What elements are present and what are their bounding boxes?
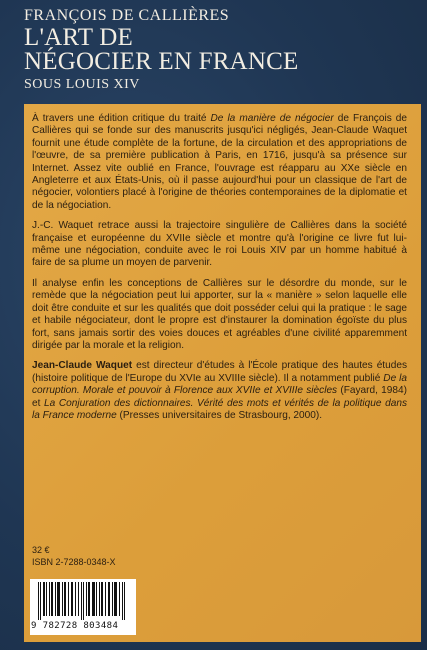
price-isbn [32,544,116,568]
blurb-paragraph-2: J.-C. Waquet retrace aussi la trajectoire singulière de Callières dans la société française et européenne du XVIIe siècle et montre qu'à l'origine ce livre fut lui-même une négociation, conduite avec le roi Louis XIV par un homme habitué à faire de sa plume un moyen de parvenir. [32,220,407,269]
cover-header [24,6,298,94]
bio-author-name: Jean-Claude Waquet [32,360,133,372]
price: 32 € [32,545,50,555]
century: XXe [340,162,360,174]
barcode-icon [38,582,128,620]
back-cover-panel [24,104,421,642]
book-title-line-1: L'ART DE [24,24,133,51]
century: XVIIe [165,232,191,244]
treatise-title: De la manière de négocier [210,113,334,124]
book-title-line-2: NÉGOCIER EN FRANCE [24,48,299,75]
book-title-conjuration: La Conjuration des dictionnaires. Vérité des mots et vérités de la politique dans la France moderne [32,397,407,421]
author-bio: Jean-Claude Waquet est directeur d'études à l'École pratique des hautes études (histoire politique de l'Europe du XVIe au XVIIIe siècle). Il a notamment publié De la corruption. Morale et pouvoir à Florence aux XVIIe et XVIIIe siècles (Fayard, 1984) et La Conjuration des dictionnaires. Vérité des mots et vérités de la politique dans la France moderne (Presses universitaires de Strasbourg, 2000). [32,360,407,421]
barcode [30,579,136,635]
author-name: FRANÇOIS DE CALLIÈRES [24,7,230,24]
blurb-paragraph-1: À travers une édition critique du traité De la manière de négocier de François de Callières qui se fonde sur des manuscrits jusqu'ici négligés, Jean-Claude Waquet fournit une étude complète de la fortune, de la circulation et des appropriations de l'œuvre, de sa première publication à Paris, en 1716, jusqu'à sa présence sur Internet. Assez vite oublié en France, l'ouvrage est réapparu au XXe siècle en Angleterre et aux États-Unis, où il passe aujourd'hui pour un classique de l'art de négocier, volontiers placé à l'origine de théories contemporaines de la diplomatie et de la négociation. [32,113,407,211]
book-title-corruption: De la corruption. Morale et pouvoir à Florence aux XVIIe et XVIIIe siècles [32,372,407,397]
book-subtitle: SOUS LOUIS XIV [24,77,140,92]
blurb-paragraph-3: Il analyse enfin les conceptions de Callières sur le désordre du monde, sur le remède que la négociation peut lui apporter, sur la « manière » selon laquelle elle doit être conduite et sur les qualités que doit posséder celui qui la pratique : le sage et habile négociateur, dont le propre est d'instaurer la domination égoïste du plus fort, sans jamais sortir des voies douces et agréables d'une civilité apparemment dirigée par la morale et la religion. [32,277,407,351]
barcode-number: 9 782728 803484 [31,621,119,631]
blurb [32,113,407,430]
isbn: ISBN 2-7288-0348-X [32,557,116,567]
